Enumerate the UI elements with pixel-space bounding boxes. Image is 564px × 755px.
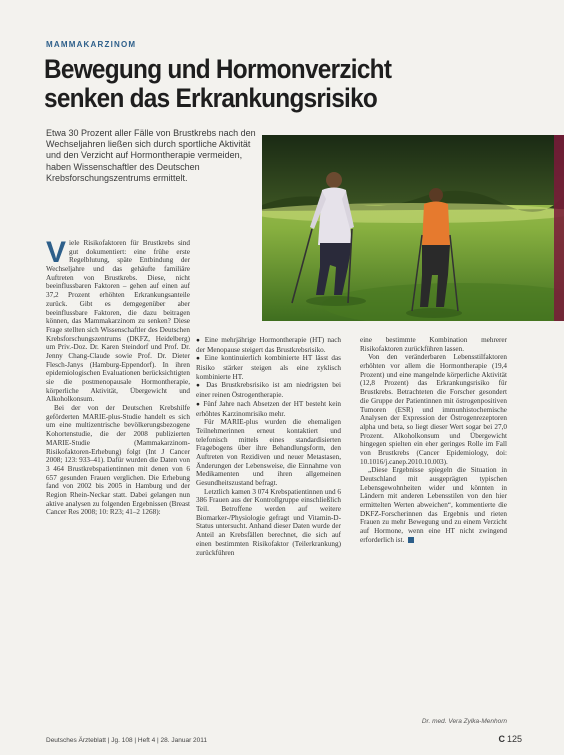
author-credit: Dr. med. Vera Zylka-Menhorn [421, 718, 507, 725]
paragraph: Bei der von der Deutschen Krebshilfe geförderten MARIE-plus-Studie handelt es sich um eine multizentrische bevölkerungsbezogene Kohortenstudie, die der 2008 publizierten MARIE-Studie (Mammakarzinom-Risikofaktoren-Erhebung) folgt (Int J Cancer 2008; 123: 933–41). Dafür wurden die Daten von 3 464 Brustkrebspatientinnen mit denen von 6 657 gesunden Frauen verglichen. Die Erhebung fand von 2002 bis 2005 in Hamburg und der Region Rhein-Neckar statt. Dabei gelangen nun aktive analysen zu folgenden Ergebnissen (Breast Cancer Res 2008; 10: R23; 41–2 1268): [46, 404, 190, 517]
paragraph: eine bestimmte Kombination mehrerer Risikofaktoren zurückführen lassen. [360, 336, 507, 353]
list-item-text: Eine mehrjährige Hormontherapie (HT) nach der Menopause steigert das Brustkrebsrisiko. [196, 336, 341, 354]
headline [44, 55, 476, 113]
bullet-icon: ● [196, 382, 203, 390]
bullet-icon: ● [196, 400, 201, 408]
paragraph: iele Risikofaktoren für Brustkrebs sind gut dokumentiert: eine frühe erste Regelblutung, späte Entbindung der Wechseljahre und das gehäufte familiäre Auftreten von Brustkrebs. Diese, nicht beeinflussbaren Faktoren – gehen auf einen auf 37,2 Prozent erhöhten Erkrankungsanteile zurück. Gibt es demgegenüber aber beeinflussbare Faktoren, die dazu beitragen können, das Mammakarzinom zu senken? Diese Frage stellten sich Wissenschaftler des Deutschen Krebsforschungszentrums (DKFZ, Heidelberg) um Priv.-Doz. Dr. Karen Steindorf und Prof. Dr. Jenny Chang-Claude sowie Prof. Dr. Dieter Flesch-Janys (Hamburg-Eppendorf). In ihren epidemiologischen Evaluationen berücksichtigten sie die postmenopausale Hormontherapie, körperliche Aktivität, Übergewicht und Alkoholkonsum. [46, 239, 190, 404]
paragraph: Von den veränderbaren Lebensstilfaktoren erhöhten vor allem die Hormontherapie (19,4 Prozent) und eine mangelnde körperliche Aktivität (12,8 Prozent) das Erkrankungsrisiko für Brustkrebs. Betrachteten die Forscher gesondert die Gruppe der Patientinnen mit östrogenpositiven Tumoren (ESR) und immunhistochemische Analysen der Expression der Östrogenrezeptoren alpha und beta, so liegt dieser Wert sogar bei 27,0 Prozent. Alkoholkonsum und Übergewicht hingegen spielten ein eher geringes Rolle im Fall von Brustkrebs (Cancer Epidemiology, doi: 10.1016/j.canep.2010.10.003). [360, 353, 507, 466]
list-item [196, 354, 341, 381]
page-footer: Deutsches Ärzteblatt | Jg. 108 | Heft 4 | 28. Januar 2011 [46, 737, 208, 744]
list-item-text: Eine kontinuierlich kombinierte HT lässt das Risiko stärker steigen als eine zyklisch kombinierte HT. [196, 354, 341, 381]
text-column-3 [360, 336, 507, 716]
dropcap: V [46, 239, 67, 269]
page-number [498, 734, 522, 744]
list-item [196, 381, 341, 399]
paragraph: Letztlich kamen 3 074 Krebspatientinnen und 6 386 Frauen aus der Kontrollgruppe einschließlich Teil. Betroffene werden auf weitere Biomarker-/Physiologie gefragt und Vitamin-D-Status untersucht. Anhand dieser Daten wurde der Anteil an Krebsfällen berechnet, die sich auf einen bestimmten Risikofaktor (Teilerkrankung) zurückführen [196, 487, 341, 557]
text-column-1 [46, 239, 190, 709]
walkers-photo-icon [262, 135, 564, 321]
bullet-icon: ● [196, 355, 202, 363]
headline-line-1: Bewegung und Hormonverzicht [44, 54, 392, 84]
section-label: MAMMAKARZINOM [46, 40, 137, 49]
list-item [196, 336, 341, 354]
list-item [196, 400, 341, 418]
paragraph: Für MARIE-plus wurden die ehemaligen Teilnehmerinnen erneut kontaktiert und telefonisch mittels eines standardisierten Fragebogens über ihre Behandlungsform, den Auftreten von Rezidiven und neuer Metastasen, Änderungen der Lebensweise, die Einnahme von Medikamenten und ihren allgemeinen Gesundheitszustand befragt. [196, 418, 341, 487]
list-item-text: Fünf Jahre nach Absetzen der HT besteht kein erhöhtes Karzinomrisiko mehr. [196, 399, 341, 418]
paragraph [360, 466, 507, 544]
headline-line-2: senken das Erkrankungsrisiko [44, 83, 378, 113]
paragraph-text: „Diese Ergebnisse spiegeln die Situation in Deutschland mit ausgeprägten typischen Lebensgewohnheiten wider und könnten in Ländern mit anderen Lebensstilen von den hier ermittelten Werten abweichen“, kommentierte die DKFZ-Forscherinnen das Ergebnis und rieten Frauen zu mehr Bewegung und zu einem Verzicht auf Hormone, wenn eine HT nicht zwingend erforderlich ist. [360, 466, 507, 544]
text-column-2 [196, 336, 341, 716]
bullet-icon: ● [196, 337, 202, 344]
lead-paragraph: Etwa 30 Prozent aller Fälle von Brustkrebs nach den Wechseljahren ließen sich durch sportliche Aktivität und den Verzicht auf Hormontherapie vermeiden, haben Wissenschaftler des Deutschen Krebsforschungszentrums ermittelt. [46, 128, 256, 183]
page-number-value: 125 [506, 734, 522, 744]
end-mark-icon [408, 537, 414, 543]
page-section-symbol: C [498, 734, 505, 744]
list-item-text: Das Brustkrebsrisiko ist am niedrigsten bei einer reinen Östrogentherapie. [196, 381, 341, 400]
